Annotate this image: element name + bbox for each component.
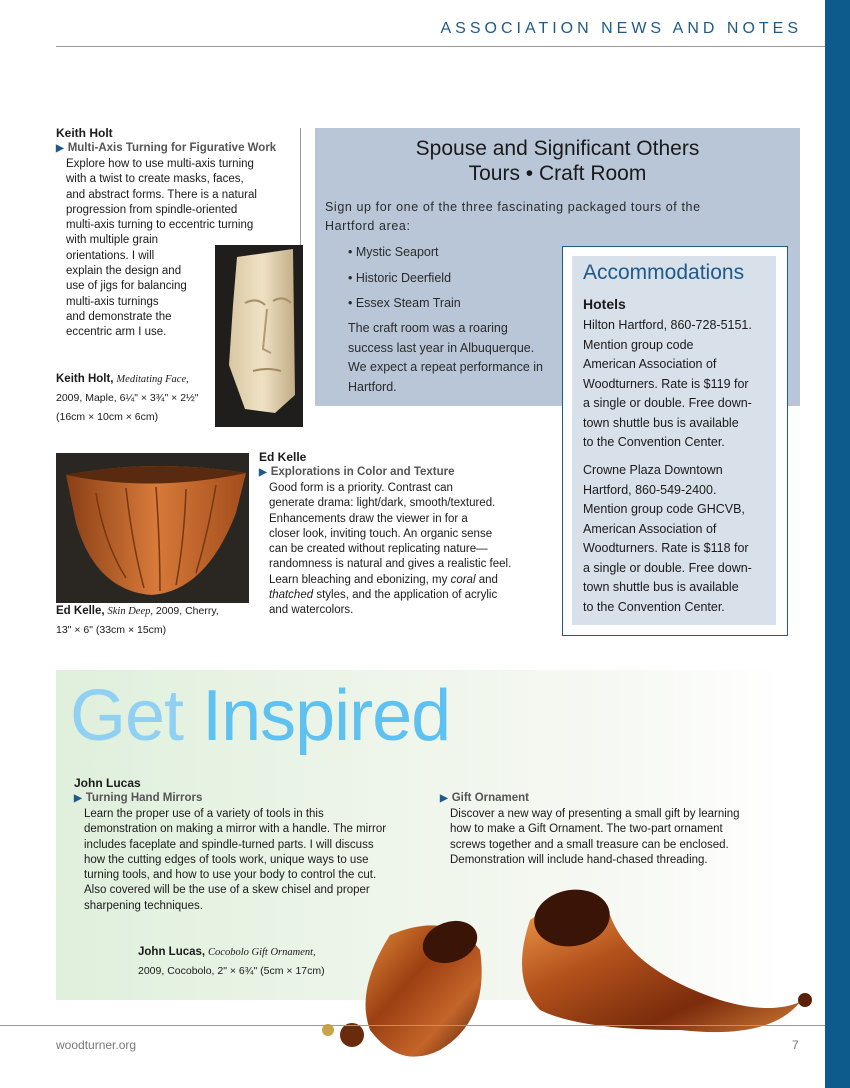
text-line: with a twist to create masks, faces, bbox=[66, 173, 244, 186]
text-line: Hilton Hartford, 860-728-5151. bbox=[583, 318, 752, 332]
ornament-description bbox=[450, 807, 780, 868]
text-line: a single or double. Free down- bbox=[583, 396, 752, 410]
crowne-plaza-listing bbox=[583, 461, 773, 617]
text-line: Explore how to use multi-axis turning bbox=[66, 158, 254, 170]
text-line: Crowne Plaza Downtown bbox=[583, 463, 723, 477]
heading-word-get: Get bbox=[70, 676, 184, 756]
text-line: Also covered will be the use of a skew chisel and proper bbox=[84, 884, 370, 897]
caption-artist: Keith Holt, bbox=[56, 373, 114, 385]
text-line: Learn the proper use of a variety of tools in this bbox=[84, 808, 324, 820]
text-line: Enhancements draw the viewer in for a bbox=[269, 512, 468, 525]
column-divider bbox=[300, 128, 301, 246]
text-line: to the Convention Center. bbox=[583, 599, 725, 614]
caption-line: (16cm × 10cm × 6cm) bbox=[56, 411, 159, 423]
text-line: Demonstration will include hand-chased threading. bbox=[450, 853, 708, 866]
text-line: multi-axis turning to eccentric turning bbox=[66, 219, 254, 232]
accommodations-heading: Accommodations bbox=[583, 261, 745, 284]
triangle-bullet-icon: ▶ bbox=[259, 467, 267, 478]
text-fragment: Learn bleaching and ebonizing, my bbox=[269, 573, 451, 586]
text-line: town shuttle bus is available bbox=[583, 415, 739, 430]
text-line bbox=[269, 573, 559, 588]
caption-work-title: Meditating Face, bbox=[116, 374, 189, 385]
triangle-bullet-icon: ▶ bbox=[74, 793, 82, 804]
text-line: progression from spindle-oriented bbox=[66, 203, 238, 216]
list-item: • Essex Steam Train bbox=[348, 296, 461, 310]
bowl-image bbox=[56, 453, 249, 603]
holt-session-title bbox=[56, 142, 276, 154]
hotels-subheading: Hotels bbox=[583, 296, 626, 312]
list-item: • Mystic Seaport bbox=[348, 245, 439, 259]
caption-line: 2009, Cocobolo, 2" × 6¾" (5cm × 17cm) bbox=[138, 965, 325, 977]
lucas-speaker-name: John Lucas bbox=[74, 776, 141, 790]
text-line: and abstract forms. There is a natural bbox=[66, 188, 257, 201]
holt-speaker-name: Keith Holt bbox=[56, 126, 113, 140]
tours-list bbox=[348, 242, 461, 319]
kelle-session-title bbox=[259, 466, 455, 478]
text-line: American Association of bbox=[583, 521, 717, 536]
text-fragment: and bbox=[475, 573, 498, 586]
text-line: a single or double. Free down- bbox=[583, 560, 752, 575]
text-emphasis: coral bbox=[450, 573, 476, 586]
gift-ornament-photo bbox=[300, 880, 820, 1080]
caption-artist: Ed Kelle, bbox=[56, 605, 105, 617]
kelle-caption-line1 bbox=[56, 602, 256, 621]
caption-line: 2009, Maple, 6¼" × 3¾" × 2½" bbox=[56, 392, 199, 404]
text-line: and demonstrate the bbox=[66, 310, 172, 323]
lucas-session-label: Turning Hand Mirrors bbox=[85, 792, 203, 804]
tours-title-line1: Spouse and Significant Others bbox=[415, 137, 700, 160]
caption-work-title: Cocobolo Gift Ornament, bbox=[208, 947, 316, 958]
text-line: Good form is a priority. Contrast can bbox=[269, 482, 453, 494]
ornament-session-label: Gift Ornament bbox=[451, 792, 530, 804]
text-line: Hartford, 860-549-2400. bbox=[583, 482, 717, 497]
text-fragment: styles, and the application of acrylic bbox=[313, 589, 498, 602]
text-line: and watercolors. bbox=[269, 604, 354, 617]
text-line: Woodturners. Rate is $119 for bbox=[583, 376, 749, 391]
text-line: Mention group code GHCVB, bbox=[583, 502, 745, 516]
ornament-image bbox=[300, 880, 820, 1080]
text-line: includes faceplate and spindle-turned parts. I will discuss bbox=[84, 838, 374, 851]
tours-title-line2: Tours • Craft Room bbox=[468, 162, 647, 185]
text-line: town shuttle bus is available bbox=[583, 580, 739, 594]
text-line: American Association of bbox=[583, 357, 717, 371]
text-line: use of jigs for balancing bbox=[66, 280, 187, 293]
text-line: explain the design and bbox=[66, 265, 182, 278]
tours-title bbox=[315, 136, 800, 186]
text-line: sharpening techniques. bbox=[84, 899, 203, 912]
list-item: • Historic Deerfield bbox=[348, 270, 452, 285]
kelle-description bbox=[269, 481, 559, 619]
text-line: with multiple grain bbox=[66, 234, 159, 247]
triangle-bullet-icon: ▶ bbox=[56, 143, 64, 154]
carved-face-image bbox=[215, 245, 303, 427]
text-line: turning tools, and how to use your body to control the cut. bbox=[84, 869, 377, 882]
craft-room-text: The craft room was a roaring success last year in Albuquerque. We expect a repeat performance in Hartford. bbox=[348, 321, 544, 394]
kelle-session-label: Explorations in Color and Texture bbox=[270, 466, 455, 478]
lucas-session-title bbox=[74, 792, 202, 804]
text-line: eccentric arm I use. bbox=[66, 326, 167, 339]
text-line: how to make a Gift Ornament. The two-part ornament bbox=[450, 823, 723, 836]
text-line: to the Convention Center. bbox=[583, 435, 725, 449]
page-number: 7 bbox=[792, 1038, 799, 1052]
text-line: orientations. I will bbox=[66, 249, 155, 262]
text-line: can be created without replicating nature— bbox=[269, 543, 488, 556]
text-line: how the cutting edges of tools work, unique ways to use bbox=[84, 853, 369, 866]
text-line: closer look, inviting touch. An organic sense bbox=[269, 527, 493, 540]
section-header-title: ASSOCIATION NEWS AND NOTES bbox=[440, 20, 802, 37]
kelle-caption bbox=[56, 602, 256, 640]
caption-artist: John Lucas, bbox=[138, 946, 206, 958]
heading-word-inspired: Inspired bbox=[202, 676, 451, 756]
text-emphasis: thatched bbox=[269, 589, 314, 602]
footer-divider bbox=[0, 1025, 825, 1026]
holt-session-label: Multi-Axis Turning for Figurative Work bbox=[67, 142, 277, 154]
get-inspired-heading bbox=[70, 672, 450, 760]
holt-caption bbox=[56, 370, 216, 427]
text-line: Woodturners. Rate is $118 for bbox=[583, 541, 749, 555]
hilton-listing bbox=[583, 316, 773, 453]
text-line: screws together and a small treasure can be enclosed. bbox=[450, 838, 729, 851]
text-line bbox=[269, 588, 559, 603]
header-divider bbox=[56, 46, 825, 47]
caption-work-title: Skin Deep, bbox=[107, 606, 153, 617]
text-line: Discover a new way of presenting a small gift by learning bbox=[450, 808, 740, 820]
holt-caption-line1 bbox=[56, 370, 216, 389]
triangle-bullet-icon: ▶ bbox=[440, 793, 448, 804]
caption-detail: 2009, Cherry, bbox=[155, 605, 219, 617]
text-line: multi-axis turnings bbox=[66, 295, 159, 308]
kelle-speaker-name: Ed Kelle bbox=[259, 450, 307, 464]
tours-intro: Sign up for one of the three fascinating packaged tours of the Hartford area: bbox=[325, 200, 701, 233]
text-line: Mention group code bbox=[583, 337, 694, 352]
ornament-session-title bbox=[440, 792, 529, 804]
side-accent-bar bbox=[825, 0, 850, 1088]
caption-line: 13" × 6" (33cm × 15cm) bbox=[56, 624, 167, 636]
text-line: generate drama: light/dark, smooth/textured. bbox=[269, 497, 496, 510]
skin-deep-bowl-photo bbox=[56, 453, 249, 603]
meditating-face-photo bbox=[215, 245, 303, 427]
text-line: demonstration on making a mirror with a handle. The mirror bbox=[84, 823, 387, 836]
text-line: randomness is natural and gives a realistic feel. bbox=[269, 558, 512, 571]
footer-url: woodturner.org bbox=[56, 1038, 137, 1052]
